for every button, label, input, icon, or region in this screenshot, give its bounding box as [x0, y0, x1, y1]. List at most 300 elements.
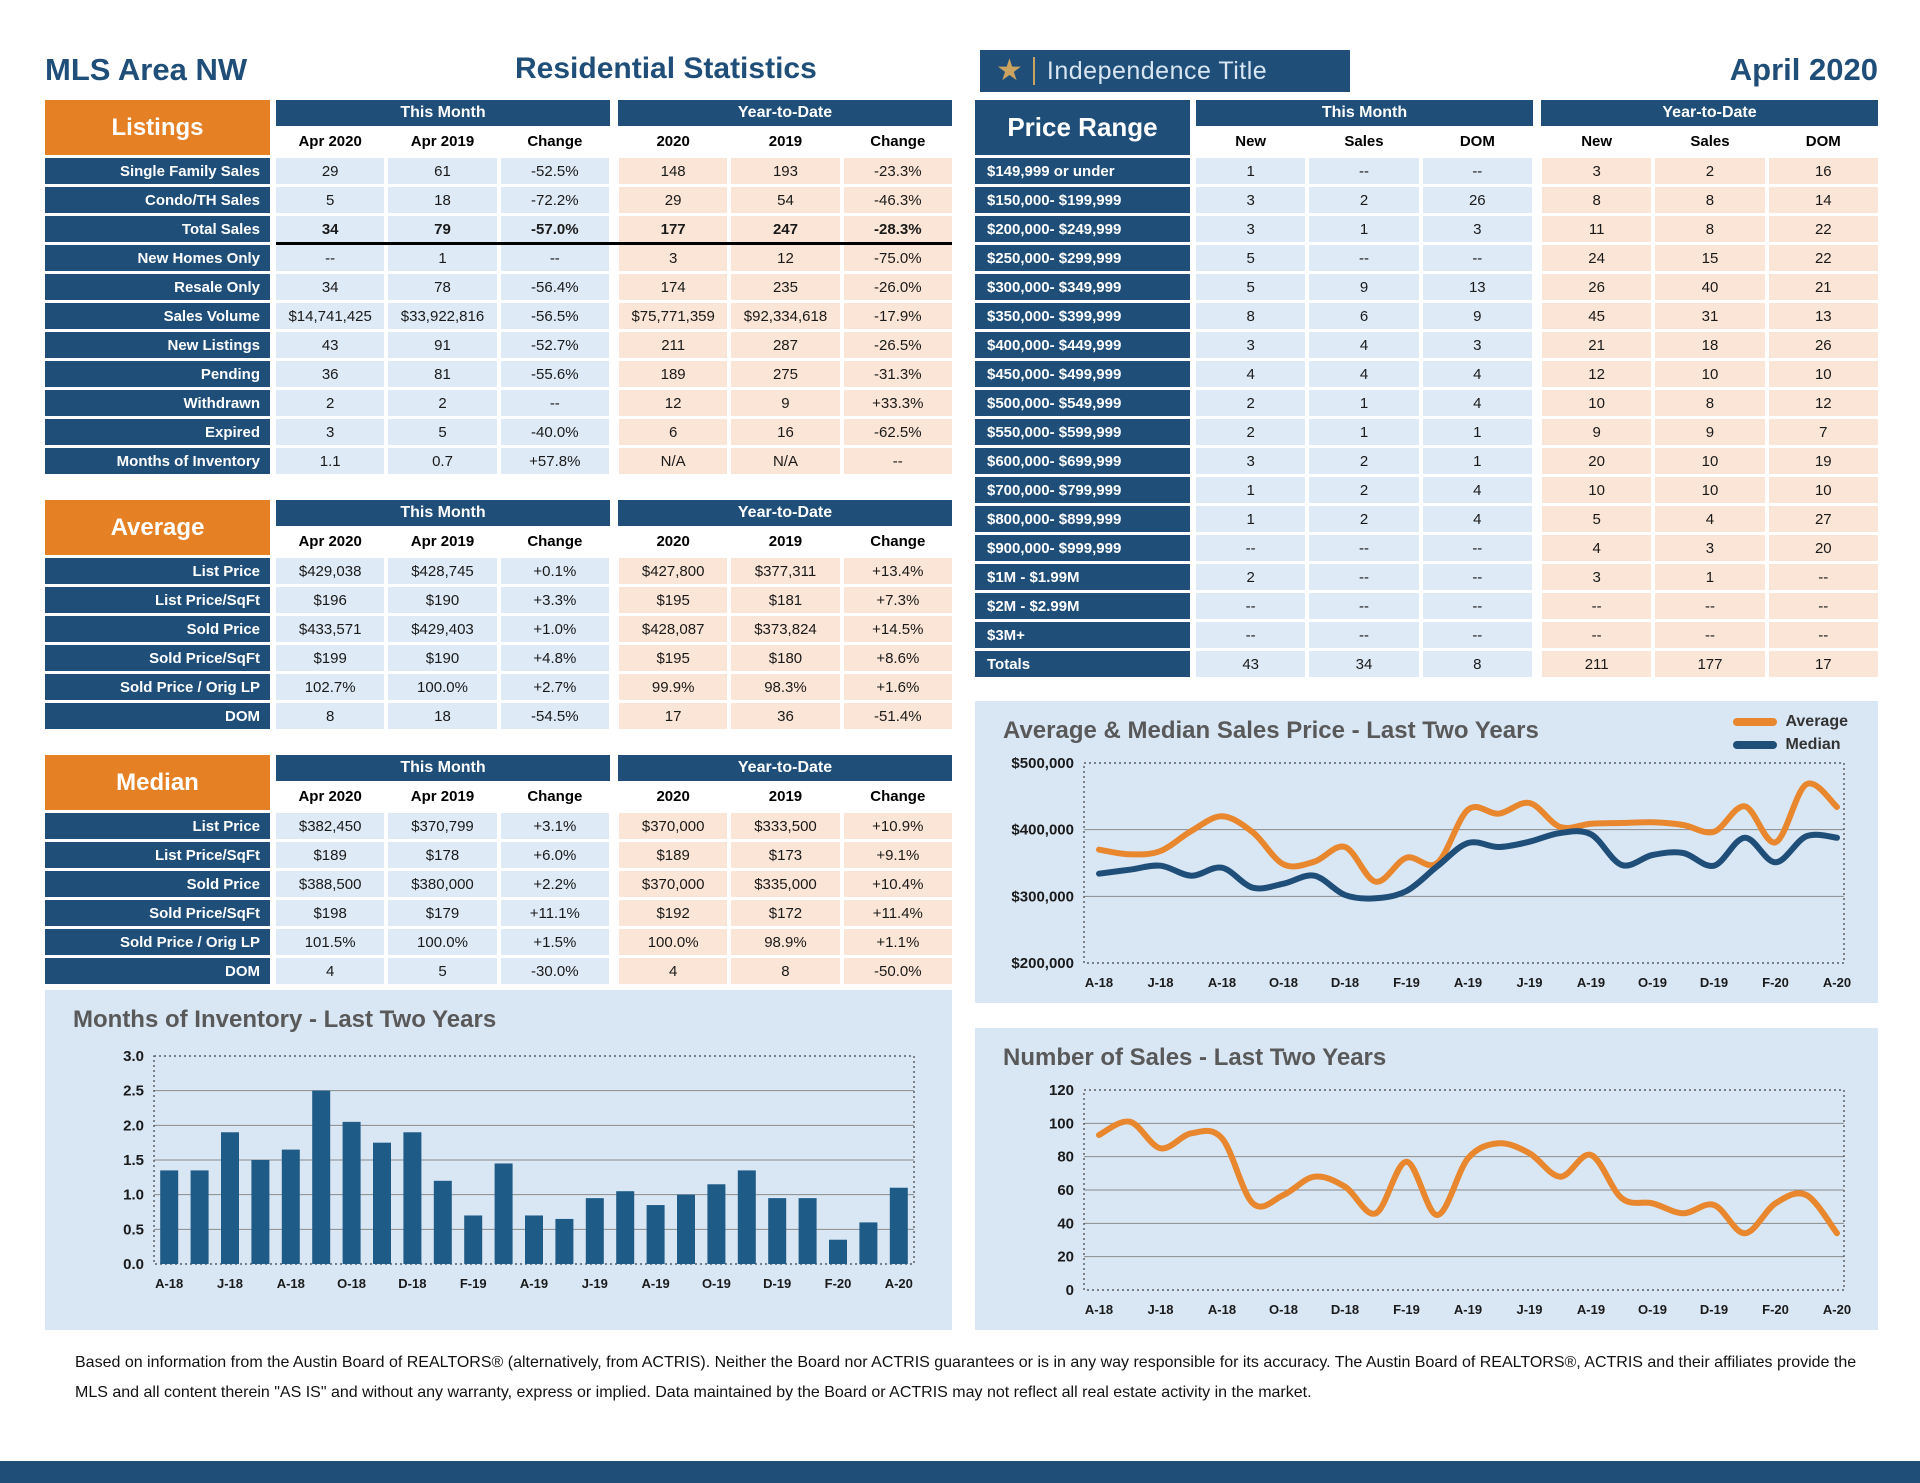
inventory-bar [799, 1198, 817, 1264]
y-axis-label: 0.0 [123, 1256, 144, 1273]
legend-label: Average [1785, 713, 1848, 730]
row-label: Sold Price / Orig LP [45, 929, 270, 955]
table-cell: -- [1309, 593, 1418, 619]
table-cell: 54 [731, 187, 839, 213]
table-cell: $181 [731, 587, 839, 613]
x-axis-label: A-20 [1822, 1302, 1852, 1317]
row-label: Sales Volume [45, 303, 270, 329]
inventory-bar [434, 1181, 452, 1264]
months-of-inventory-panel [45, 990, 952, 1330]
number-of-sales-panel [975, 1028, 1878, 1330]
table-cell: $172 [731, 900, 839, 926]
row-label: List Price/SqFt [45, 842, 270, 868]
table-cell: -56.4% [501, 274, 609, 300]
table-row [45, 703, 952, 729]
table-row [975, 419, 1878, 445]
table-cell: 100.0% [388, 674, 496, 700]
avg-median-sales-price-chart [999, 755, 1854, 1000]
table-cell: -- [1423, 245, 1532, 271]
table-cell: -- [844, 448, 952, 474]
table-cell: 1 [1423, 448, 1532, 474]
table-cell: $382,450 [276, 813, 384, 839]
x-axis-label: A-18 [1207, 1302, 1237, 1317]
table-cell: 24 [1542, 245, 1651, 271]
table-cell: -54.5% [501, 703, 609, 729]
table-cell: 2 [1309, 477, 1418, 503]
table-row [45, 929, 952, 955]
table-cell: 10 [1655, 361, 1764, 387]
table-cell: $195 [619, 645, 727, 671]
table-cell: 29 [276, 158, 384, 184]
table-row [975, 216, 1878, 242]
x-axis-label: F-19 [459, 1276, 487, 1291]
y-axis-label: $400,000 [1011, 821, 1074, 839]
table-row [975, 651, 1878, 677]
row-label: Pending [45, 361, 270, 387]
table-row [975, 593, 1878, 619]
table-cell: 1 [1309, 419, 1418, 445]
table-cell: 4 [1542, 535, 1651, 561]
table-row [45, 558, 952, 584]
x-axis-label: A-19 [1453, 975, 1483, 990]
table-cell: -- [501, 245, 609, 271]
table-cell: 10 [1655, 477, 1764, 503]
row-label: $900,000- $999,999 [975, 535, 1190, 561]
table-cell: -- [1196, 622, 1305, 648]
table-row [45, 813, 952, 839]
table-cell: 8 [1423, 651, 1532, 677]
row-label: Sold Price / Orig LP [45, 674, 270, 700]
row-label: $2M - $2.99M [975, 593, 1190, 619]
row-label: $400,000- $449,999 [975, 332, 1190, 358]
table-row [45, 361, 952, 387]
table-cell: -26.5% [844, 332, 952, 358]
table-cell: -- [1423, 593, 1532, 619]
table-cell: 12 [731, 245, 839, 271]
table-cell: 193 [731, 158, 839, 184]
sales-line [1099, 1121, 1837, 1233]
page-title: MLS Area NW [45, 52, 248, 87]
disclaimer-text: Based on information from the Austin Board of REALTORS® (alternatively, from ACTRIS). Neither the Board nor ACTRIS guarantees or is in any way responsible for its accuracy. The Austin Board of REALTORS®, ACTRIS and their affiliates provide the MLS and all content therein "AS IS" and without any warranty, express or implied. Data maintained by the Board or ACTRIS may not reflect all real estate activity in the market. [75, 1354, 1857, 1401]
row-label: Total Sales [45, 216, 270, 242]
table-cell: 0.7 [388, 448, 496, 474]
table-cell: -50.0% [844, 958, 952, 984]
x-axis-label: J-18 [1147, 1302, 1174, 1317]
table-cell: -23.3% [844, 158, 952, 184]
table-cell: 3 [1542, 158, 1651, 184]
table-row [975, 477, 1878, 503]
x-axis-label: O-18 [1269, 975, 1298, 990]
average-table [45, 500, 952, 729]
footer-strip [0, 1461, 1920, 1483]
x-axis-label: D-18 [1330, 1302, 1360, 1317]
row-label: New Listings [45, 332, 270, 358]
logo-text: Independence Title [1046, 56, 1268, 85]
row-label: Condo/TH Sales [45, 187, 270, 213]
logo-divider [1033, 57, 1035, 85]
y-axis-label: 80 [1057, 1148, 1074, 1166]
table-cell: 21 [1769, 274, 1878, 300]
median-line [1099, 831, 1837, 898]
table-cell: 177 [1655, 651, 1764, 677]
table-cell: +1.1% [844, 929, 952, 955]
y-axis-label: 20 [1057, 1248, 1074, 1266]
table-cell: 6 [1309, 303, 1418, 329]
table-cell: $429,403 [388, 616, 496, 642]
table-cell: $179 [388, 900, 496, 926]
table-cell: 17 [1769, 651, 1878, 677]
column-header: Sales [1344, 133, 1384, 150]
x-axis-label: O-18 [337, 1276, 367, 1291]
median-table [45, 755, 952, 984]
table-cell: +7.3% [844, 587, 952, 613]
table-cell: 3 [1196, 448, 1305, 474]
table-cell: +11.1% [501, 900, 609, 926]
table-cell: $377,311 [731, 558, 839, 584]
row-label: $1M - $1.99M [975, 564, 1190, 590]
inventory-bar [890, 1188, 908, 1264]
y-axis-label: 1.0 [123, 1186, 144, 1204]
table-cell: 91 [388, 332, 496, 358]
table-cell: 2 [388, 390, 496, 416]
table-cell: $433,571 [276, 616, 384, 642]
table-cell: $429,038 [276, 558, 384, 584]
table-cell: 18 [388, 703, 496, 729]
star-icon: ★ [996, 54, 1023, 87]
table-cell: 40 [1655, 274, 1764, 300]
column-header: Apr 2019 [410, 788, 475, 805]
table-cell: -- [1423, 158, 1532, 184]
table-cell: 102.7% [276, 674, 384, 700]
inventory-bar [616, 1191, 634, 1264]
plot-border [1084, 763, 1844, 963]
table-cell: 81 [388, 361, 496, 387]
table-cell: +6.0% [501, 842, 609, 868]
inventory-bar [859, 1222, 877, 1264]
x-axis-label: O-19 [1638, 975, 1667, 990]
table-cell: 9 [1655, 419, 1764, 445]
row-label: $3M+ [975, 622, 1190, 648]
table-cell: 287 [731, 332, 839, 358]
table-row [45, 871, 952, 897]
column-header: 2019 [768, 788, 803, 805]
table-cell: 2 [1309, 187, 1418, 213]
y-axis-label: $500,000 [1011, 755, 1074, 772]
inventory-bar [464, 1215, 482, 1264]
right-column [975, 100, 1878, 1330]
table-cell: +4.8% [501, 645, 609, 671]
row-label: Months of Inventory [45, 448, 270, 474]
row-label: Single Family Sales [45, 158, 270, 184]
table-cell: 100.0% [388, 929, 496, 955]
legend-swatch [1733, 718, 1777, 726]
table-cell: 34 [276, 274, 384, 300]
table-row [45, 419, 952, 445]
table-row [45, 587, 952, 613]
table-cell: 3 [1196, 216, 1305, 242]
table-cell: 8 [1542, 187, 1651, 213]
table-cell: N/A [619, 448, 727, 474]
table-cell: 22 [1769, 216, 1878, 242]
table-cell: 36 [731, 703, 839, 729]
table-cell: 3 [619, 245, 727, 271]
table-cell: -- [1309, 622, 1418, 648]
table-cell: 17 [619, 703, 727, 729]
table-cell: 4 [1423, 477, 1532, 503]
table-cell: 10 [1542, 390, 1651, 416]
row-label: $600,000- $699,999 [975, 448, 1190, 474]
table-cell: 78 [388, 274, 496, 300]
table-cell: 1 [1196, 158, 1305, 184]
x-axis-label: A-18 [1084, 975, 1114, 990]
x-axis-label: F-20 [824, 1276, 852, 1291]
table-cell: -40.0% [501, 419, 609, 445]
table-cell: 43 [1196, 651, 1305, 677]
column-header: Change [870, 133, 926, 150]
row-label: Resale Only [45, 274, 270, 300]
table-cell: 5 [276, 187, 384, 213]
table-cell: 98.9% [731, 929, 839, 955]
table-cell: 5 [388, 419, 496, 445]
x-axis-label: D-18 [1330, 975, 1360, 990]
table-cell: 22 [1769, 245, 1878, 271]
inventory-bar [525, 1215, 543, 1264]
inventory-bar [707, 1184, 725, 1264]
table-cell: 8 [1655, 187, 1764, 213]
table-row [975, 361, 1878, 387]
column-header: Change [527, 533, 583, 550]
table-cell: -26.0% [844, 274, 952, 300]
row-label: Expired [45, 419, 270, 445]
x-axis-label: A-19 [1576, 1302, 1606, 1317]
row-label: $550,000- $599,999 [975, 419, 1190, 445]
table-cell: 10 [1769, 361, 1878, 387]
table-cell: 10 [1769, 477, 1878, 503]
table-cell: 3 [1423, 332, 1532, 358]
table-cell: +33.3% [844, 390, 952, 416]
y-axis-label: $200,000 [1011, 955, 1074, 972]
table-row [975, 245, 1878, 271]
table-cell: 3 [1423, 216, 1532, 242]
table-cell: +2.7% [501, 674, 609, 700]
x-axis-label: F-20 [1762, 1302, 1789, 1317]
table-cell: 15 [1655, 245, 1764, 271]
inventory-bar [221, 1132, 239, 1264]
row-label: $150,000- $199,999 [975, 187, 1190, 213]
table-cell: 2 [1655, 158, 1764, 184]
table-cell: 1 [388, 245, 496, 271]
table-cell: 9 [1423, 303, 1532, 329]
row-label: $350,000- $399,999 [975, 303, 1190, 329]
table-cell: +1.5% [501, 929, 609, 955]
table-cell: -- [1309, 535, 1418, 561]
row-label: List Price [45, 813, 270, 839]
table-cell: 5 [1542, 506, 1651, 532]
table-cell: 2 [276, 390, 384, 416]
table-cell: -51.4% [844, 703, 952, 729]
x-axis-label: J-18 [216, 1276, 244, 1291]
table-cell: 101.5% [276, 929, 384, 955]
legend-item [1733, 736, 1848, 754]
table-cell: 21 [1542, 332, 1651, 358]
table-cell: $196 [276, 587, 384, 613]
x-axis-label: J-19 [1516, 975, 1543, 990]
table-cell: -- [1196, 593, 1305, 619]
table-cell: 9 [1309, 274, 1418, 300]
table-cell: 1 [1309, 216, 1418, 242]
column-header: Change [870, 533, 926, 550]
table-row [975, 303, 1878, 329]
table-row [975, 535, 1878, 561]
table-row [45, 187, 952, 213]
x-axis-label: F-19 [1393, 1302, 1420, 1317]
row-label: $300,000- $349,999 [975, 274, 1190, 300]
x-axis-label: F-19 [1393, 975, 1420, 990]
table-cell: -- [1309, 564, 1418, 590]
table-cell: 5 [1196, 245, 1305, 271]
table-cell: -52.7% [501, 332, 609, 358]
table-cell: -17.9% [844, 303, 952, 329]
column-header: Apr 2019 [410, 533, 475, 550]
column-header: New [1235, 133, 1267, 150]
x-axis-label: A-18 [1084, 1302, 1114, 1317]
table-cell: -56.5% [501, 303, 609, 329]
table-cell: 16 [1769, 158, 1878, 184]
table-cell: $180 [731, 645, 839, 671]
column-header: 2020 [656, 788, 690, 805]
table-cell: 1.1 [276, 448, 384, 474]
column-header: Sales [1690, 133, 1730, 150]
table-cell: 2 [1196, 390, 1305, 416]
table-cell: $428,745 [388, 558, 496, 584]
table-cell: $173 [731, 842, 839, 868]
table-cell: -75.0% [844, 245, 952, 271]
table-row [45, 216, 952, 242]
table-row [975, 332, 1878, 358]
row-label: DOM [45, 958, 270, 984]
table-cell: 34 [276, 216, 384, 242]
x-axis-label: J-19 [581, 1276, 608, 1291]
column-header: Apr 2020 [298, 133, 362, 150]
inventory-bar [251, 1160, 269, 1264]
column-header: DOM [1805, 133, 1841, 150]
table-cell: -- [1542, 593, 1651, 619]
table-row [45, 332, 952, 358]
table-cell: 8 [731, 958, 839, 984]
left-column [45, 100, 952, 1330]
table-cell: 98.3% [731, 674, 839, 700]
table-cell: $14,741,425 [276, 303, 384, 329]
row-label: $800,000- $899,999 [975, 506, 1190, 532]
table-cell: $333,500 [731, 813, 839, 839]
table-row [45, 674, 952, 700]
table-cell: 4 [1423, 361, 1532, 387]
chart-legend [1733, 713, 1848, 754]
table-cell: 3 [276, 419, 384, 445]
column-header: Apr 2020 [298, 533, 362, 550]
legend-label: Median [1785, 736, 1841, 753]
x-axis-label: A-19 [641, 1276, 670, 1291]
table-cell: $427,800 [619, 558, 727, 584]
chart-title: Months of Inventory - Last Two Years [73, 1006, 497, 1033]
table-cell: -- [1309, 245, 1418, 271]
table-cell: 14 [1769, 187, 1878, 213]
price-range-table [975, 100, 1878, 677]
row-label: List Price/SqFt [45, 587, 270, 613]
table-row [45, 158, 952, 184]
row-label: $200,000- $249,999 [975, 216, 1190, 242]
table-cell: -- [1769, 593, 1878, 619]
table-cell: 29 [619, 187, 727, 213]
group-header: Year-to-Date [1541, 100, 1878, 126]
table-cell: 36 [276, 361, 384, 387]
table-cell: +3.3% [501, 587, 609, 613]
table-cell: 5 [1196, 274, 1305, 300]
x-axis-label: F-20 [1762, 975, 1789, 990]
table-cell: -62.5% [844, 419, 952, 445]
table-cell: -46.3% [844, 187, 952, 213]
table-cell: 1 [1196, 477, 1305, 503]
row-label: Totals [975, 651, 1190, 677]
table-cell: +14.5% [844, 616, 952, 642]
table-cell: 3 [1542, 564, 1651, 590]
table-cell: $192 [619, 900, 727, 926]
table-cell: 27 [1769, 506, 1878, 532]
table-row [45, 390, 952, 416]
table-cell: 18 [388, 187, 496, 213]
table-cell: 19 [1769, 448, 1878, 474]
inventory-bar [586, 1198, 604, 1264]
table-cell: -- [276, 245, 384, 271]
table-cell: 12 [619, 390, 727, 416]
table-row [45, 900, 952, 926]
table-cell: -28.3% [844, 216, 952, 242]
table-cell: 3 [1196, 187, 1305, 213]
inventory-bar [647, 1205, 665, 1264]
table-cell: 12 [1769, 390, 1878, 416]
table-cell: +10.9% [844, 813, 952, 839]
table-cell: -- [1309, 158, 1418, 184]
column-header: Apr 2019 [410, 133, 475, 150]
table-cell: 20 [1769, 535, 1878, 561]
row-label: Sold Price/SqFt [45, 645, 270, 671]
table-row [45, 245, 952, 271]
table-cell: -- [1542, 622, 1651, 648]
x-axis-label: O-19 [1638, 1302, 1667, 1317]
x-axis-label: O-18 [1269, 1302, 1298, 1317]
y-axis-label: 2.0 [123, 1117, 144, 1135]
inventory-bar [677, 1195, 695, 1264]
column-header: Apr 2020 [298, 788, 362, 805]
table-cell: +11.4% [844, 900, 952, 926]
row-label: Sold Price/SqFt [45, 900, 270, 926]
table-cell: 12 [1542, 361, 1651, 387]
table-cell: -30.0% [501, 958, 609, 984]
table-cell: -57.0% [501, 216, 609, 242]
table-cell: 148 [619, 158, 727, 184]
row-label: $149,999 or under [975, 158, 1190, 184]
table-cell: $189 [619, 842, 727, 868]
row-label: $450,000- $499,999 [975, 361, 1190, 387]
table-cell: $199 [276, 645, 384, 671]
table-row [45, 645, 952, 671]
table-cell: $370,000 [619, 871, 727, 897]
table-cell: +8.6% [844, 645, 952, 671]
table-cell: 20 [1542, 448, 1651, 474]
table-cell: $335,000 [731, 871, 839, 897]
table-cell: 4 [1309, 332, 1418, 358]
table-cell: $75,771,359 [619, 303, 727, 329]
